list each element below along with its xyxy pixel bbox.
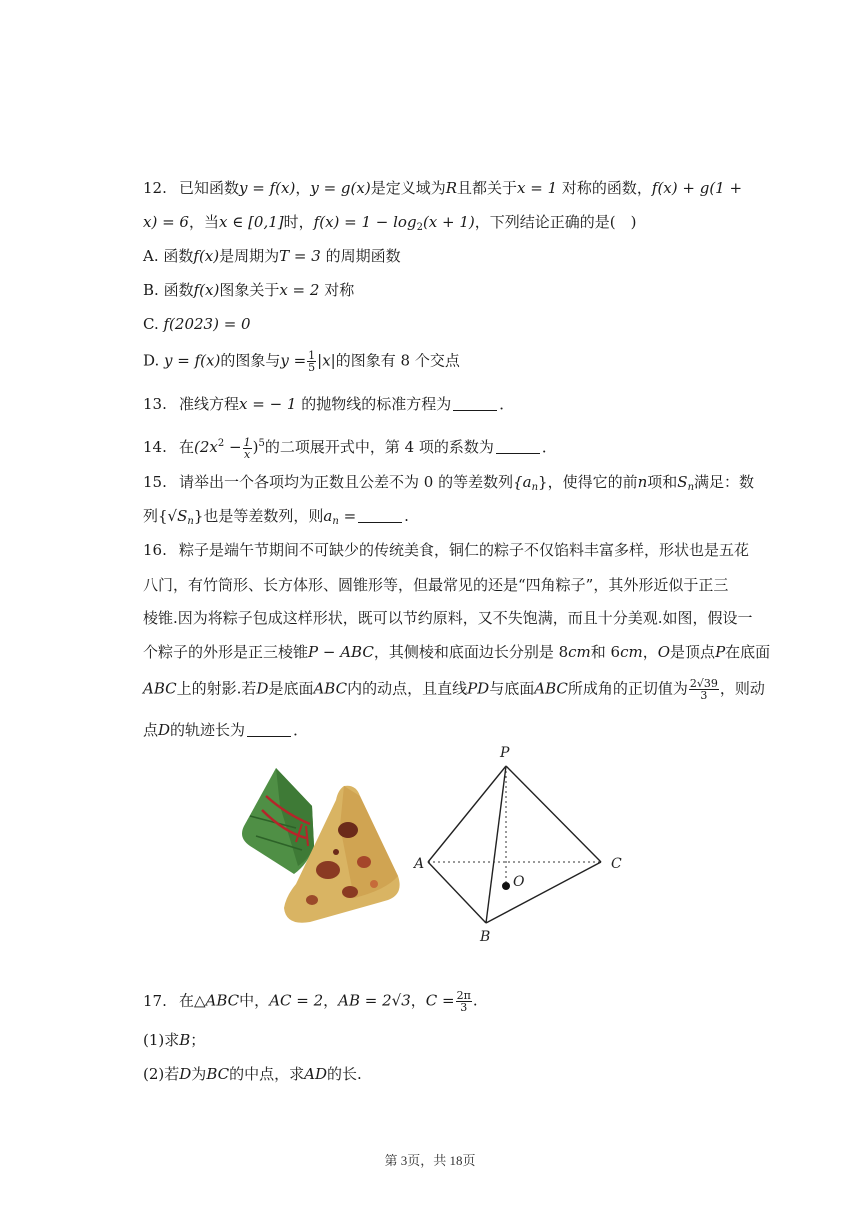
q12-line-2: x) = 6，当x ∈ [0,1]时，$f(x) = 1 - \log_2(x + 1)$，下列结论正确的是( ) <box>143 213 637 233</box>
answer-blank <box>453 396 497 411</box>
question-number: 16. <box>143 541 167 559</box>
edge-bc <box>486 862 601 923</box>
fraction-tangent: $\frac{2√39}{3}$ <box>689 677 718 702</box>
question-number: 15. <box>143 473 167 491</box>
q12-option-c: C. f(2023) = 0 <box>143 315 251 333</box>
q12-line-1: 12. 已知函数y = f(x)，y = g(x)是定义域为R且都关于x = 1 对称的函数，f(x) + g(1 + <box>143 179 743 197</box>
q14-line: 14. 在($2x^2$ − $\frac{1}{x}$ )$^5$的二项展开式中，第 4 项的系数为 ． <box>143 435 557 461</box>
q15-line-1: 15. 请举出一个各项均为正数且公差不为 0 的等差数列$\{a_n\}$，使得它的前n项和$S_n$满足：数 <box>143 473 755 493</box>
q13-line: 13. 准线方程x = − 1 的抛物线的标准方程为 ． <box>143 395 515 413</box>
page-footer: 第 3页，共 18页 <box>384 1153 476 1168</box>
q17-line: 17. 在△ABC中，AC = 2，AB = 2√3，C = $\frac{2\pi}{3}$ . <box>143 989 478 1014</box>
label-a: A <box>414 856 425 872</box>
answer-blank <box>496 439 540 454</box>
question-number: 13. <box>143 395 167 413</box>
label-p: P <box>500 745 510 761</box>
label-o: O <box>513 874 525 890</box>
question-number: 12. <box>143 179 167 197</box>
zongzi-image <box>236 766 406 928</box>
q17-part-2: (2)若D为BC的中点，求AD的长. <box>143 1065 362 1083</box>
edge-ab <box>428 862 486 923</box>
q15-line-2: 列$\{√S_n\}$也是等差数列，则$a_n$ = . <box>143 507 409 527</box>
q17-part-1: (1)求B； <box>143 1031 206 1049</box>
q16-line-6: 点D的轨迹长为 ． <box>143 721 309 739</box>
edge-pa <box>428 766 506 862</box>
answer-blank <box>247 722 291 737</box>
pyramid-diagram <box>406 740 636 945</box>
fraction-two-pi-third: $\frac{2\pi}{3}$ <box>456 989 471 1014</box>
edge-pb <box>486 766 506 923</box>
q16-line-4: 个粽子的外形是正三棱锥P − ABC，其侧棱和底面边长分别是 8cm和 6cm，O是顶点P在底面 <box>143 643 771 661</box>
q12-option-d: D. y = f(x)的图象与y = $\frac{1}{5}$ |x|的图象有 8 个交点 <box>143 349 460 374</box>
q16-line-1: 16. 粽子是端午节期间不可缺少的传统美食，铜仁的粽子不仅馅料丰富多样，形状也是五花 <box>143 541 750 559</box>
answer-blank <box>358 508 402 523</box>
q12-option-a: A. 函数f(x)是周期为T = 3 的周期函数 <box>143 247 401 265</box>
q12-option-b: B. 函数f(x)图象关于x = 2 对称 <box>143 281 355 299</box>
q16-line-5: ABC上的射影.若D是底面ABC内的动点，且直线PD与底面ABC所成角的正切值为 $\frac{2√39}{3}$ ，则动 <box>143 677 765 702</box>
edge-pc <box>506 766 601 862</box>
question-number: 17. <box>143 991 167 1010</box>
q16-line-2: 八门，有竹筒形、长方体形、圆锥形等，但最常见的还是“四角粽子”，其外形近似于正三 <box>143 576 729 594</box>
fraction-one-fifth: $\frac{1}{5}$ <box>308 349 316 374</box>
q16-line-3: 棱锥.因为将粽子包成这样形状，既可以节约原料，又不失饱满，而且十分美观.如图，假设一 <box>143 609 753 627</box>
question-number: 14. <box>143 438 167 456</box>
label-b: B <box>480 929 491 945</box>
fraction-one-over-x: $\frac{1}{x}$ <box>243 435 251 461</box>
label-c: C <box>611 856 622 872</box>
point-o <box>502 882 510 890</box>
